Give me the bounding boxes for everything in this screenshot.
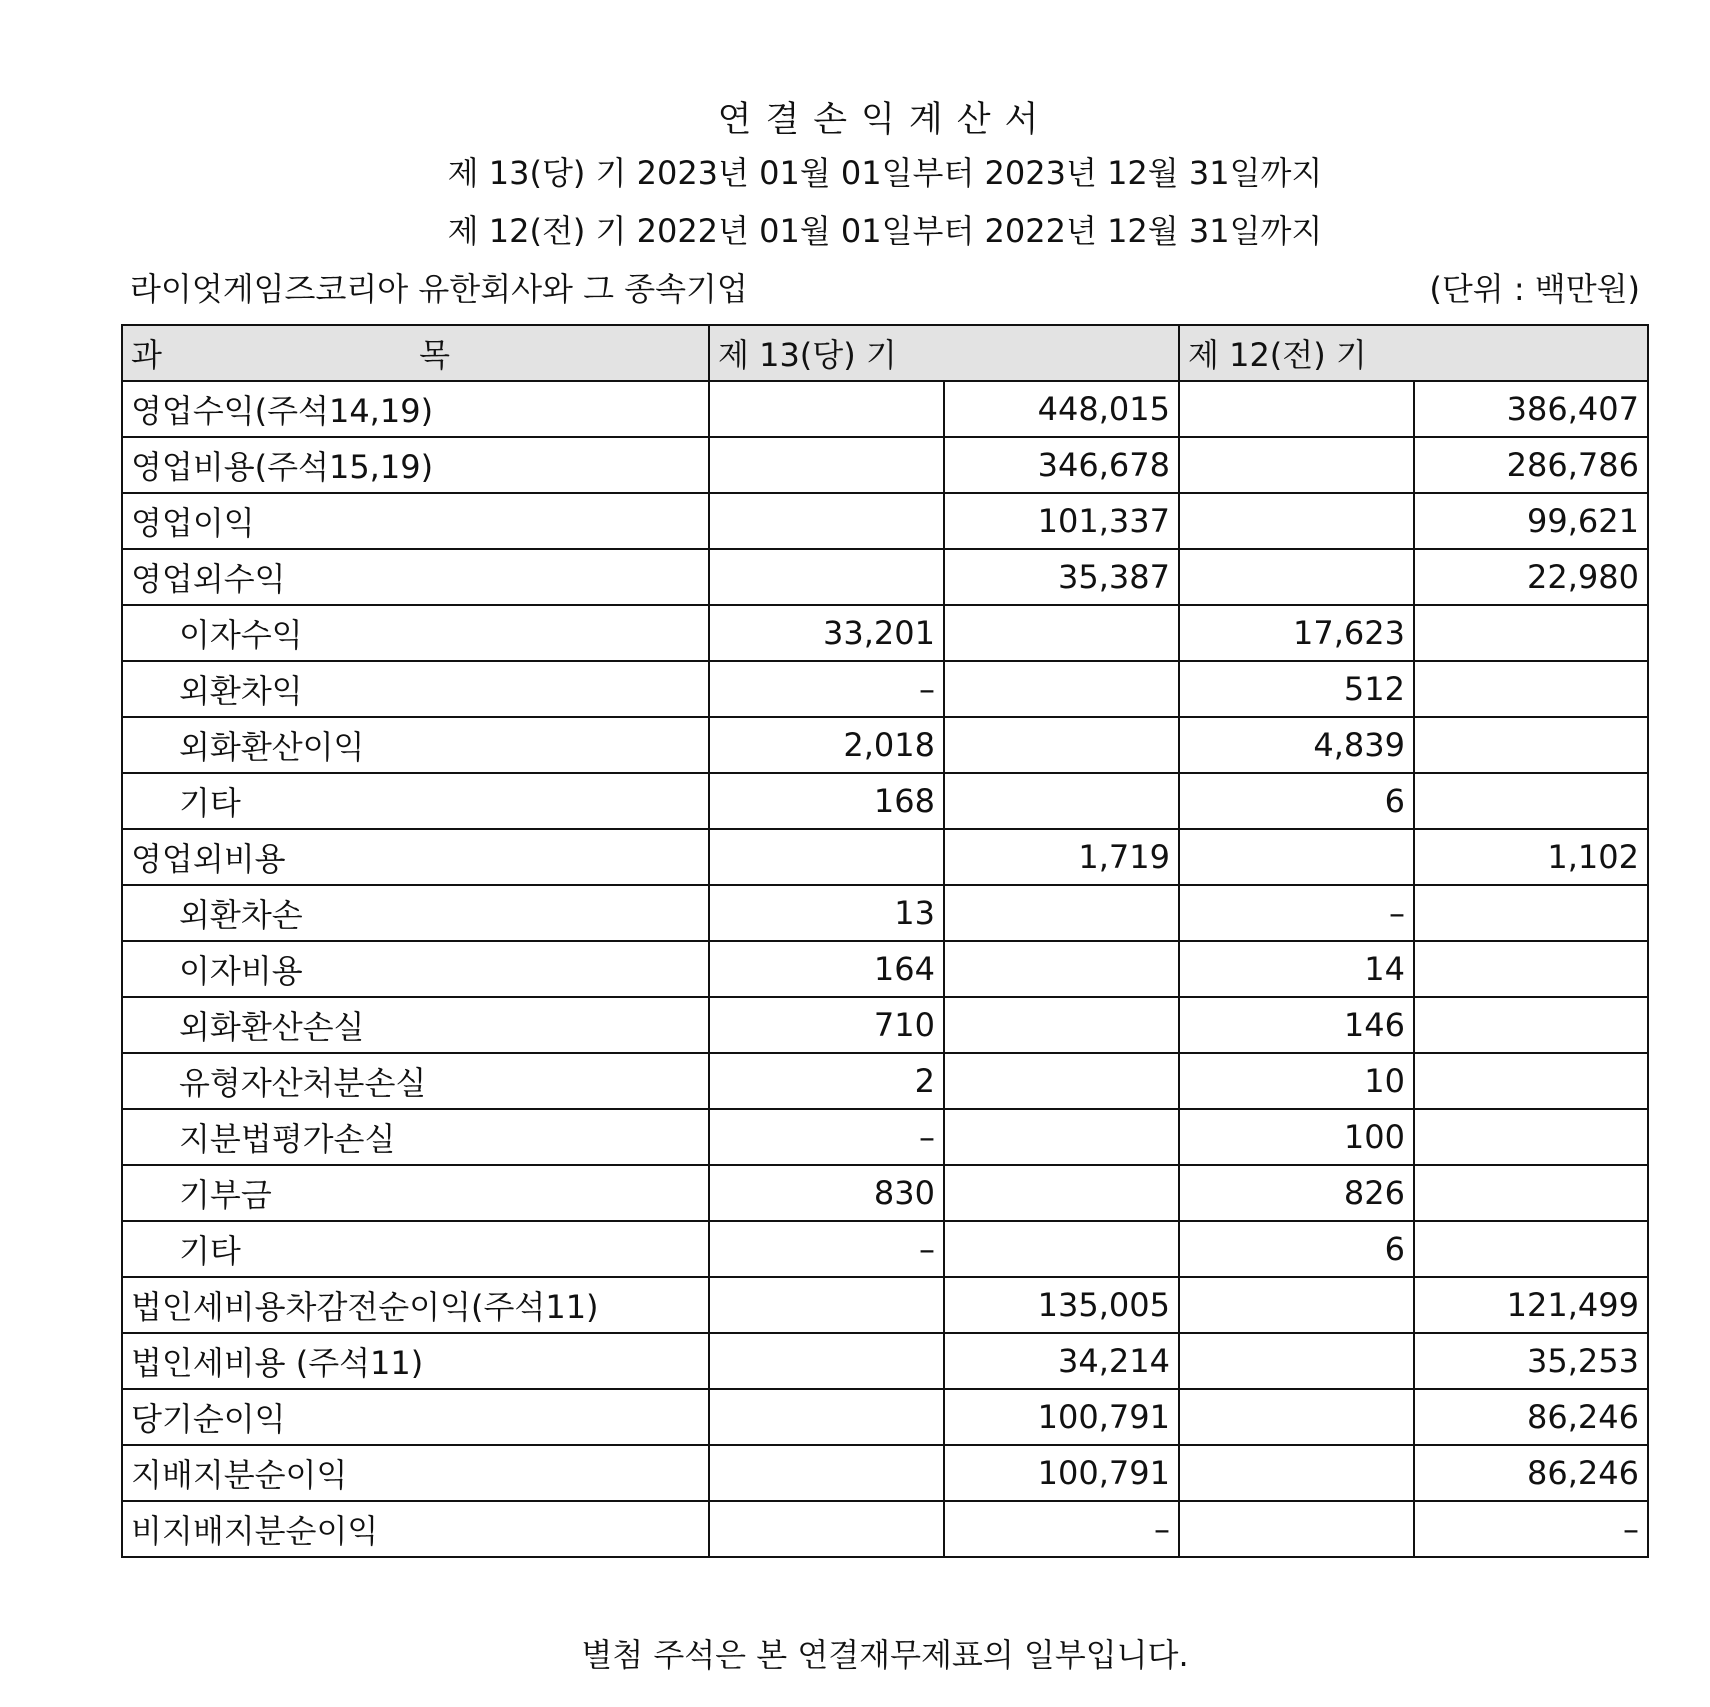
current-detail-amount [709,549,944,605]
table-row [122,1333,1648,1389]
row-label: 법인세비용차감전순이익(주석11) [122,1277,709,1333]
current-total-amount [944,661,1179,717]
table-row [122,1389,1648,1445]
prior-detail-amount: 6 [1179,1221,1414,1277]
current-period: 제 13(당) 기 2023년 01월 01일부터 2023년 12월 31일까지 [447,154,1323,192]
current-detail-amount [709,437,944,493]
row-label: 외화환산이익 [122,717,709,773]
current-total-amount: 346,678 [944,437,1179,493]
current-detail-amount: 2 [709,1053,944,1109]
prior-detail-amount [1179,1389,1414,1445]
row-label: 비지배지분순이익 [122,1501,709,1557]
prior-period: 제 12(전) 기 2022년 01월 01일부터 2022년 12월 31일까지 [447,212,1323,250]
row-label: 외환차익 [122,661,709,717]
table-row [122,941,1648,997]
prior-total-amount [1414,1109,1648,1165]
current-detail-amount [709,1333,944,1389]
current-detail-amount: 168 [709,773,944,829]
current-detail-amount: 710 [709,997,944,1053]
prior-detail-amount: 512 [1179,661,1414,717]
unit-label: (단위 : 백만원) [1429,270,1640,308]
table-row [122,1165,1648,1221]
current-total-amount [944,1221,1179,1277]
header-current-period: 제 13(당) 기 [709,325,1179,381]
prior-total-amount: 22,980 [1414,549,1648,605]
row-label: 기타 [122,773,709,829]
current-detail-amount [709,1445,944,1501]
current-total-amount [944,941,1179,997]
current-detail-amount: 33,201 [709,605,944,661]
current-total-amount [944,997,1179,1053]
current-total-amount [944,773,1179,829]
header-subject-right: 목 [419,336,450,374]
prior-total-amount [1414,661,1648,717]
prior-detail-amount [1179,381,1414,437]
prior-total-amount [1414,885,1648,941]
current-total-amount: 101,337 [944,493,1179,549]
prior-total-amount [1414,1053,1648,1109]
current-total-amount [944,1053,1179,1109]
prior-total-amount [1414,717,1648,773]
row-label: 법인세비용 (주석11) [122,1333,709,1389]
prior-detail-amount [1179,1501,1414,1557]
table-row [122,1221,1648,1277]
prior-detail-amount: 14 [1179,941,1414,997]
table-row [122,1277,1648,1333]
table-row [122,773,1648,829]
table-row [122,605,1648,661]
prior-detail-amount: 17,623 [1179,605,1414,661]
row-label: 지배지분순이익 [122,1445,709,1501]
table-row [122,717,1648,773]
prior-detail-amount [1179,1445,1414,1501]
current-total-amount: 35,387 [944,549,1179,605]
header-subject [122,325,709,381]
current-total-amount [944,885,1179,941]
current-total-amount: 448,015 [944,381,1179,437]
current-detail-amount [709,1501,944,1557]
row-label: 유형자산처분손실 [122,1053,709,1109]
row-label: 영업이익 [122,493,709,549]
prior-total-amount: 1,102 [1414,829,1648,885]
table-row [122,885,1648,941]
prior-total-amount [1414,997,1648,1053]
table-row [122,997,1648,1053]
prior-detail-amount [1179,829,1414,885]
row-label: 기부금 [122,1165,709,1221]
row-label: 이자비용 [122,941,709,997]
row-label: 영업수익(주석14,19) [122,381,709,437]
table-row [122,381,1648,437]
prior-total-amount: 86,246 [1414,1445,1648,1501]
prior-detail-amount [1179,1277,1414,1333]
prior-total-amount: 35,253 [1414,1333,1648,1389]
current-total-amount [944,1165,1179,1221]
table-row [122,437,1648,493]
prior-detail-amount: 826 [1179,1165,1414,1221]
income-statement-table [121,324,1649,1558]
prior-detail-amount: 100 [1179,1109,1414,1165]
statement-title: 연결손익계산서 [717,100,1053,140]
current-detail-amount [709,381,944,437]
table-row [122,1501,1648,1557]
prior-total-amount [1414,1221,1648,1277]
current-total-amount [944,717,1179,773]
current-total-amount: – [944,1501,1179,1557]
prior-detail-amount: 146 [1179,997,1414,1053]
table-body [122,381,1648,1557]
prior-detail-amount: 4,839 [1179,717,1414,773]
row-label: 외화환산손실 [122,997,709,1053]
current-detail-amount [709,829,944,885]
prior-detail-amount [1179,493,1414,549]
prior-total-amount: 386,407 [1414,381,1648,437]
prior-detail-amount [1179,1333,1414,1389]
current-total-amount: 100,791 [944,1389,1179,1445]
prior-total-amount [1414,773,1648,829]
prior-total-amount: 99,621 [1414,493,1648,549]
prior-detail-amount [1179,549,1414,605]
row-label: 영업외비용 [122,829,709,885]
table-row [122,661,1648,717]
current-detail-amount: – [709,1221,944,1277]
prior-total-amount: 86,246 [1414,1389,1648,1445]
header-subject-left: 과 [131,336,162,374]
current-detail-amount [709,493,944,549]
header-prior-period: 제 12(전) 기 [1179,325,1648,381]
current-total-amount: 1,719 [944,829,1179,885]
table-row [122,493,1648,549]
current-detail-amount: – [709,1109,944,1165]
row-label: 기타 [122,1221,709,1277]
current-detail-amount: 830 [709,1165,944,1221]
table-row [122,1053,1648,1109]
row-label: 이자수익 [122,605,709,661]
current-detail-amount: 2,018 [709,717,944,773]
table-row [122,1109,1648,1165]
prior-total-amount [1414,605,1648,661]
current-detail-amount: – [709,661,944,717]
table-header-row [122,325,1648,381]
row-label: 당기순이익 [122,1389,709,1445]
prior-total-amount: 286,786 [1414,437,1648,493]
table-row [122,1445,1648,1501]
table-row [122,829,1648,885]
prior-total-amount: 121,499 [1414,1277,1648,1333]
current-detail-amount [709,1277,944,1333]
current-total-amount: 34,214 [944,1333,1179,1389]
row-label: 영업비용(주석15,19) [122,437,709,493]
company-name: 라이엇게임즈코리아 유한회사와 그 종속기업 [130,270,748,308]
row-label: 지분법평가손실 [122,1109,709,1165]
prior-total-amount [1414,1165,1648,1221]
current-total-amount: 100,791 [944,1445,1179,1501]
current-detail-amount: 164 [709,941,944,997]
current-detail-amount [709,1389,944,1445]
prior-detail-amount: 6 [1179,773,1414,829]
prior-detail-amount [1179,437,1414,493]
prior-detail-amount: 10 [1179,1053,1414,1109]
row-label: 외환차손 [122,885,709,941]
table-row [122,549,1648,605]
current-total-amount [944,1109,1179,1165]
current-total-amount [944,605,1179,661]
footnote: 별첨 주석은 본 연결재무제표의 일부입니다. [581,1636,1189,1674]
prior-total-amount: – [1414,1501,1648,1557]
current-detail-amount: 13 [709,885,944,941]
current-total-amount: 135,005 [944,1277,1179,1333]
prior-detail-amount: – [1179,885,1414,941]
prior-total-amount [1414,941,1648,997]
row-label: 영업외수익 [122,549,709,605]
